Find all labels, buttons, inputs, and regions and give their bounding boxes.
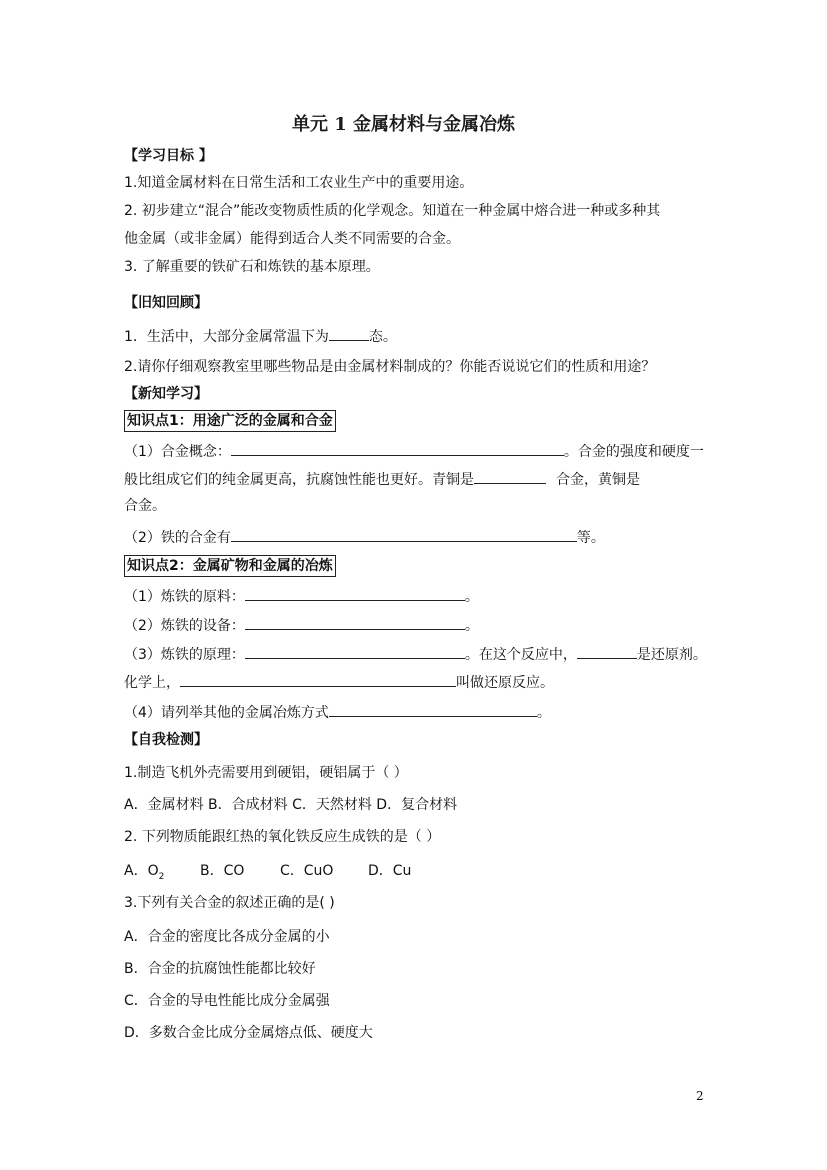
k2-raw-material-label: （1）炼铁的原料：: [124, 589, 245, 605]
page-number: 2: [696, 1089, 704, 1103]
selftest-q3-option-b: B．合金的抗腐蚀性能都比较好: [124, 961, 316, 977]
k2-line-2-period: 。: [464, 618, 479, 634]
k2-principle-label: （3）炼铁的原理：: [124, 647, 245, 663]
k2-reduction-blank[interactable]: [180, 671, 456, 687]
selftest-q2-option-b: B．CO: [200, 863, 245, 879]
q2-option-a-subscript: 2: [158, 871, 165, 882]
review-q2: 2.请你仔细观察教室里哪些物品是由金属材料制成的？你能否说说它们的性质和用途？: [124, 359, 656, 375]
objective-2-cont: 他金属（或非金属）能得到适合人类不同需要的合金。: [124, 231, 460, 247]
k2-line-4-text: 化学上，: [124, 675, 180, 691]
selftest-q3-option-c: C．合金的导电性能比成分金属强: [124, 993, 330, 1009]
k2-line-5-period: 。: [536, 705, 551, 721]
knowledge-point-1-title: 知识点1：用途广泛的金属和合金: [124, 410, 336, 432]
k1-iron-alloy-blank[interactable]: [231, 526, 577, 542]
objective-1: 1.知道金属材料在日常生活和工农业生产中的重要用途。: [124, 175, 474, 191]
selftest-q3-option-a: A．合金的密度比各成分金属的小: [124, 929, 330, 945]
k2-line-4: [124, 671, 554, 693]
k2-equipment-label: （2）炼铁的设备：: [124, 618, 245, 634]
k2-other-methods-blank[interactable]: [329, 701, 537, 717]
selftest-q2: 2. 下列物质能跟红热的氧化铁反应生成铁的是（ ）: [124, 829, 441, 845]
new-heading: 【新知学习】: [124, 386, 208, 402]
k1-iron-alloy-label: （2）铁的合金有: [124, 530, 231, 546]
review-q1-text: 1．生活中，大部分金属常温下为: [124, 329, 329, 345]
k2-line-3: [124, 643, 707, 665]
selftest-q1-options: A．金属材料 B．合成材料 C．天然材料 D．复合材料: [124, 797, 458, 813]
selftest-q3: 3.下列有关合金的叙述正确的是( ): [124, 895, 335, 911]
selftest-q2-option-a: [124, 861, 164, 887]
k1-line-1-suffix: 。合金的强度和硬度一: [563, 444, 704, 460]
objective-3: 3. 了解重要的铁矿石和炼铁的基本原理。: [124, 259, 380, 275]
k1-line-3: 合金。: [124, 498, 166, 514]
page-title: 单元 1 金属材料与金属冶炼: [292, 114, 516, 135]
review-q1: [124, 325, 397, 347]
k1-line-1: [124, 440, 704, 462]
k2-line-2: [124, 614, 479, 636]
k1-line-2: [124, 468, 640, 490]
k1-line-2-suffix: 合金，黄铜是: [556, 472, 640, 488]
k2-reductant-blank[interactable]: [577, 643, 637, 659]
k2-line-1-period: 。: [464, 589, 479, 605]
k2-equipment-blank[interactable]: [245, 614, 465, 630]
selftest-q1: 1.制造飞机外壳需要用到硬铝，硬铝属于（ ）: [124, 765, 408, 781]
objectives-heading: 【学习目标 】: [124, 148, 213, 164]
selftest-q2-option-c: C．CuO: [280, 863, 334, 879]
review-q1-suffix: 态。: [368, 329, 397, 345]
k1-line-4-suffix: 等。: [576, 530, 605, 546]
objective-2: 2. 初步建立“混合”能改变物质性质的化学观念。知道在一种金属中熔合进一种或多种其: [124, 203, 661, 219]
selftest-heading: 【自我检测】: [124, 732, 208, 748]
k2-line-4-suffix: 叫做还原反应。: [456, 675, 554, 691]
selftest-q2-option-d: D．Cu: [368, 863, 412, 879]
k2-line-5: [124, 701, 551, 723]
q2-option-a-text: A．O: [124, 863, 159, 879]
k2-other-methods-label: （4）请列举其他的金属冶炼方式: [124, 705, 329, 721]
review-q1-blank[interactable]: [329, 325, 369, 341]
k1-line-2-text: 般比组成它们的纯金属更高，抗腐蚀性能也更好。青铜是: [124, 472, 474, 488]
k1-bronze-blank[interactable]: [474, 468, 546, 484]
k1-alloy-concept-blank[interactable]: [231, 440, 564, 456]
selftest-q3-option-d: D．多数合金比成分金属熔点低、硬度大: [124, 1025, 373, 1041]
k2-principle-blank[interactable]: [245, 643, 465, 659]
k2-line-1: [124, 585, 479, 607]
knowledge-point-2-title: 知识点2：金属矿物和金属的冶炼: [124, 555, 336, 577]
k2-line-3-suffix: 是还原剂。: [636, 647, 707, 663]
k1-alloy-concept-label: （1）合金概念：: [124, 444, 231, 460]
k1-line-4: [124, 526, 605, 548]
review-heading: 【旧知回顾】: [124, 295, 208, 311]
k2-line-3-mid: 。在这个反应中，: [464, 647, 577, 663]
k2-raw-material-blank[interactable]: [245, 585, 465, 601]
